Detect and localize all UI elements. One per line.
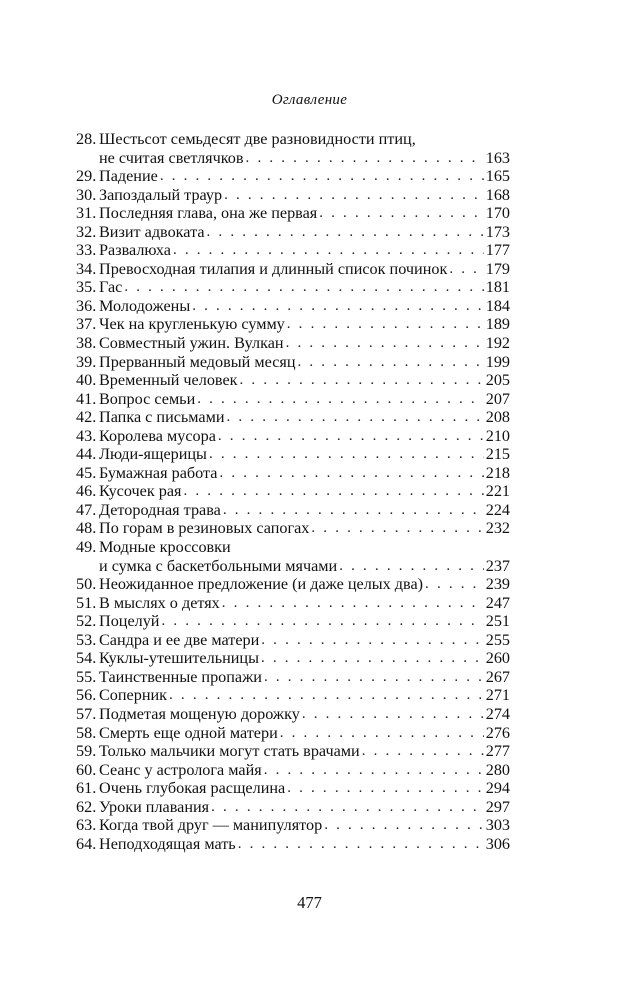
entry-body [96,353,510,372]
entry-body [96,501,510,520]
entry-body [96,761,510,780]
dot-leader [286,334,484,353]
entry-title: Смерть еще одной матери [99,723,278,742]
entry-page: 251 [485,612,510,631]
entry-number-spacer [76,149,96,168]
dot-leader [238,835,484,854]
entry-page: 208 [485,408,510,427]
entry-title: Люди-ящерицы [99,445,207,464]
toc-entry [76,612,510,631]
entry-number: 33. [76,241,97,260]
entry-number: 61. [76,779,97,798]
table-of-contents [76,130,510,853]
entry-page: 303 [485,816,510,835]
entry-body [96,427,510,446]
entry-body [96,241,510,260]
dot-leader [184,482,484,501]
dot-leader [261,649,484,668]
entry-body [96,594,510,613]
entry-title: Бумажная работа [99,463,218,482]
dot-leader [311,519,483,538]
entry-title: Модные кроссовки [99,538,231,557]
entry-body [96,149,510,168]
dot-leader [223,501,484,520]
dot-leader [362,742,484,761]
entry-page: 205 [485,371,510,390]
entry-title: Только мальчики могут стать врачами [99,742,360,761]
entry-number: 51. [76,593,97,612]
dot-leader [227,408,484,427]
entry-number: 46. [76,482,97,501]
entry-title: Падение [99,167,158,186]
toc-entry [76,130,510,149]
toc-entry [76,353,510,372]
entry-title: Неподходящая мать [99,834,236,853]
toc-entry [76,371,510,390]
dot-leader [209,445,484,464]
entry-body [96,204,510,223]
entry-number: 37. [76,315,97,334]
dot-leader [222,594,484,613]
toc-entry [76,631,510,650]
entry-number: 28. [76,130,97,148]
toc-entry [76,241,510,260]
entry-number: 44. [76,445,97,464]
entry-title: Гас [99,278,123,297]
entry-number: 45. [76,463,97,482]
entry-number: 40. [76,371,97,390]
entry-number: 53. [76,630,97,649]
dot-leader [161,612,483,631]
entry-title: Вопрос семьи [99,389,196,408]
toc-entry [76,538,510,557]
toc-entry [76,816,510,835]
dot-leader [287,779,484,798]
entry-number: 62. [76,797,97,816]
toc-entry [76,835,510,854]
entry-body [96,575,510,594]
entry-title: Совместный ужин. Вулкан [99,334,284,353]
entry-title: По горам в резиновых сапогах [99,519,310,538]
entry-body [96,705,510,724]
running-header: Оглавление [271,92,348,108]
entry-body [96,297,510,316]
toc-entry-continuation [76,149,510,168]
entry-title: Неожиданное предложение (и даже целых два) [99,575,424,594]
entry-body [96,668,510,687]
entry-page: 207 [485,389,510,408]
toc-entry [76,315,510,334]
entry-title: Визит адвоката [99,222,205,241]
toc-entry [76,445,510,464]
entry-number: 30. [76,185,97,204]
entry-body [96,724,510,743]
toc-entry [76,278,510,297]
entry-number: 32. [76,222,97,241]
entry-body [96,816,510,835]
toc-entry [76,204,510,223]
entry-page: 168 [485,185,510,204]
toc-entry [76,779,510,798]
entry-page: 237 [485,556,510,575]
toc-entry [76,408,510,427]
entry-page: 276 [485,723,510,742]
toc-entry [76,594,510,613]
entry-body [96,538,510,557]
toc-entry [76,260,510,279]
entry-body [96,612,510,631]
entry-body [96,278,510,297]
entry-page: 260 [485,649,510,668]
dot-leader [261,631,483,650]
entry-number: 38. [76,334,97,353]
entry-body [96,445,510,464]
entry-title: Последняя глава, она же первая [99,204,318,223]
toc-entry [76,334,510,353]
entry-title: Чек на кругленькую сумму [99,315,285,334]
dot-leader [219,464,483,483]
toc-entry [76,501,510,520]
entry-title: Уроки плавания [99,797,210,816]
entry-page: 165 [485,167,510,186]
toc-entry [76,575,510,594]
dot-leader [302,705,484,724]
entry-page: 294 [485,779,510,798]
entry-title: Сандра и ее две матери [99,630,260,649]
entry-number: 36. [76,296,97,315]
entry-number: 29. [76,167,97,186]
toc-entry [76,519,510,538]
dot-leader [169,686,484,705]
entry-title: Сеанс у астролога майя [99,760,262,779]
entry-page: 218 [485,463,510,482]
dot-leader [211,798,484,817]
entry-title: Запоздалый траур [99,185,223,204]
toc-entry [76,761,510,780]
entry-page: 163 [485,148,510,167]
entry-page: 224 [485,500,510,519]
entry-page: 297 [485,797,510,816]
page-number: 477 [297,893,322,912]
dot-leader [324,816,484,835]
toc-entry [76,186,510,205]
entry-number: 35. [76,278,97,297]
entry-page: 170 [485,204,510,223]
entry-title: Прерванный медовый месяц [99,352,296,371]
entry-title: Молодожены [99,296,191,315]
entry-number-spacer [76,557,96,576]
entry-number: 52. [76,612,97,631]
toc-entry [76,297,510,316]
entry-page: 221 [485,482,510,501]
entry-body [96,186,510,205]
entry-body [96,464,510,483]
entry-number: 48. [76,519,97,538]
dot-leader [280,724,484,743]
dot-leader [339,557,484,576]
entry-number: 47. [76,500,97,519]
dot-leader [425,575,484,594]
entry-title: Превосходная тилапия и длинный список починок [99,259,448,278]
entry-page: 247 [485,593,510,612]
entry-number: 41. [76,389,97,408]
entry-page: 274 [485,704,510,723]
toc-entry [76,390,510,409]
entry-body [96,649,510,668]
entry-body [96,557,510,576]
entry-page: 255 [485,630,510,649]
entry-page: 215 [485,445,510,464]
entry-title: Когда твой друг — манипулятор [99,816,323,835]
entry-number: 43. [76,426,97,445]
dot-leader [197,390,483,409]
toc-entry [76,167,510,186]
entry-body [96,631,510,650]
entry-body [96,390,510,409]
entry-page: 280 [485,760,510,779]
entry-body [96,482,510,501]
entry-body [96,742,510,761]
entry-page: 181 [485,278,510,297]
entry-page: 179 [485,259,510,278]
dot-leader [173,241,484,260]
toc-entry [76,705,510,724]
entry-number: 56. [76,686,97,705]
entry-page: 267 [485,667,510,686]
entry-page: 189 [485,315,510,334]
entry-title: Подметая мощеную дорожку [99,704,300,723]
entry-body [96,686,510,705]
entry-page: 192 [485,334,510,353]
toc-entry [76,649,510,668]
toc-entry [76,464,510,483]
toc-entry-continuation [76,557,510,576]
entry-number: 54. [76,649,97,668]
entry-number: 42. [76,408,97,427]
toc-entry [76,427,510,446]
dot-leader [246,149,484,168]
entry-title: Куклы-утешительницы [99,649,259,668]
dot-leader [192,297,484,316]
entry-number: 58. [76,723,97,742]
entry-number: 55. [76,667,97,686]
toc-entry [76,223,510,242]
entry-body [96,835,510,854]
entry-number: 50. [76,575,97,594]
entry-page: 210 [485,426,510,445]
entry-page: 173 [485,222,510,241]
entry-title: Поцелуй [99,612,160,631]
dot-leader [264,668,484,687]
entry-body [96,798,510,817]
dot-leader [207,223,484,242]
entry-title: Развалюха [99,241,171,260]
dot-leader [319,204,483,223]
entry-page: 199 [485,352,510,371]
entry-body [96,260,510,279]
toc-entry [76,742,510,761]
entry-number: 49. [76,538,97,557]
entry-page: 177 [485,241,510,260]
dot-leader [240,371,484,390]
entry-title: В мыслях о детях [99,593,220,612]
entry-title: Таинственные пропажи [99,667,262,686]
entry-number: 64. [76,834,97,853]
dot-leader [264,761,484,780]
entry-number: 31. [76,204,97,223]
entry-number: 63. [76,816,97,835]
entry-body [96,167,510,186]
entry-body [96,371,510,390]
entry-body [96,334,510,353]
dot-leader [224,186,484,205]
entry-title-continued: и сумка с баскетбольными мячами [99,556,338,575]
entry-title: Детородная трава [99,500,221,519]
entry-title: Соперник [99,686,168,705]
entry-body [96,223,510,242]
toc-entry [76,668,510,687]
entry-page: 184 [485,296,510,315]
dot-leader [449,260,483,279]
toc-entry [76,482,510,501]
entry-number: 34. [76,259,97,278]
entry-title: Кусочек рая [99,482,182,501]
entry-number: 60. [76,760,97,779]
entry-title-continued: не считая светлячков [99,148,244,167]
entry-body [96,408,510,427]
entry-page: 306 [485,834,510,853]
entry-title: Временный человек [99,371,238,390]
dot-leader [124,278,483,297]
entry-number: 57. [76,704,97,723]
entry-body [96,315,510,334]
toc-entry [76,798,510,817]
entry-page: 271 [485,686,510,705]
entry-body [96,130,510,149]
dot-leader [160,167,484,186]
dot-leader [298,353,484,372]
entry-title: Папка с письмами [99,408,225,427]
entry-body [96,519,510,538]
dot-leader [287,315,484,334]
entry-body [96,779,510,798]
entry-page: 232 [485,519,510,538]
entry-title: Шестьсот семьдесят две разновидности птиц, [99,130,416,148]
entry-page: 277 [485,742,510,761]
entry-page: 239 [485,575,510,594]
entry-number: 39. [76,352,97,371]
toc-entry [76,724,510,743]
dot-leader [218,427,484,446]
entry-number: 59. [76,742,97,761]
toc-entry [76,686,510,705]
entry-title: Очень глубокая расщелина [99,779,286,798]
entry-title: Королева мусора [99,426,216,445]
